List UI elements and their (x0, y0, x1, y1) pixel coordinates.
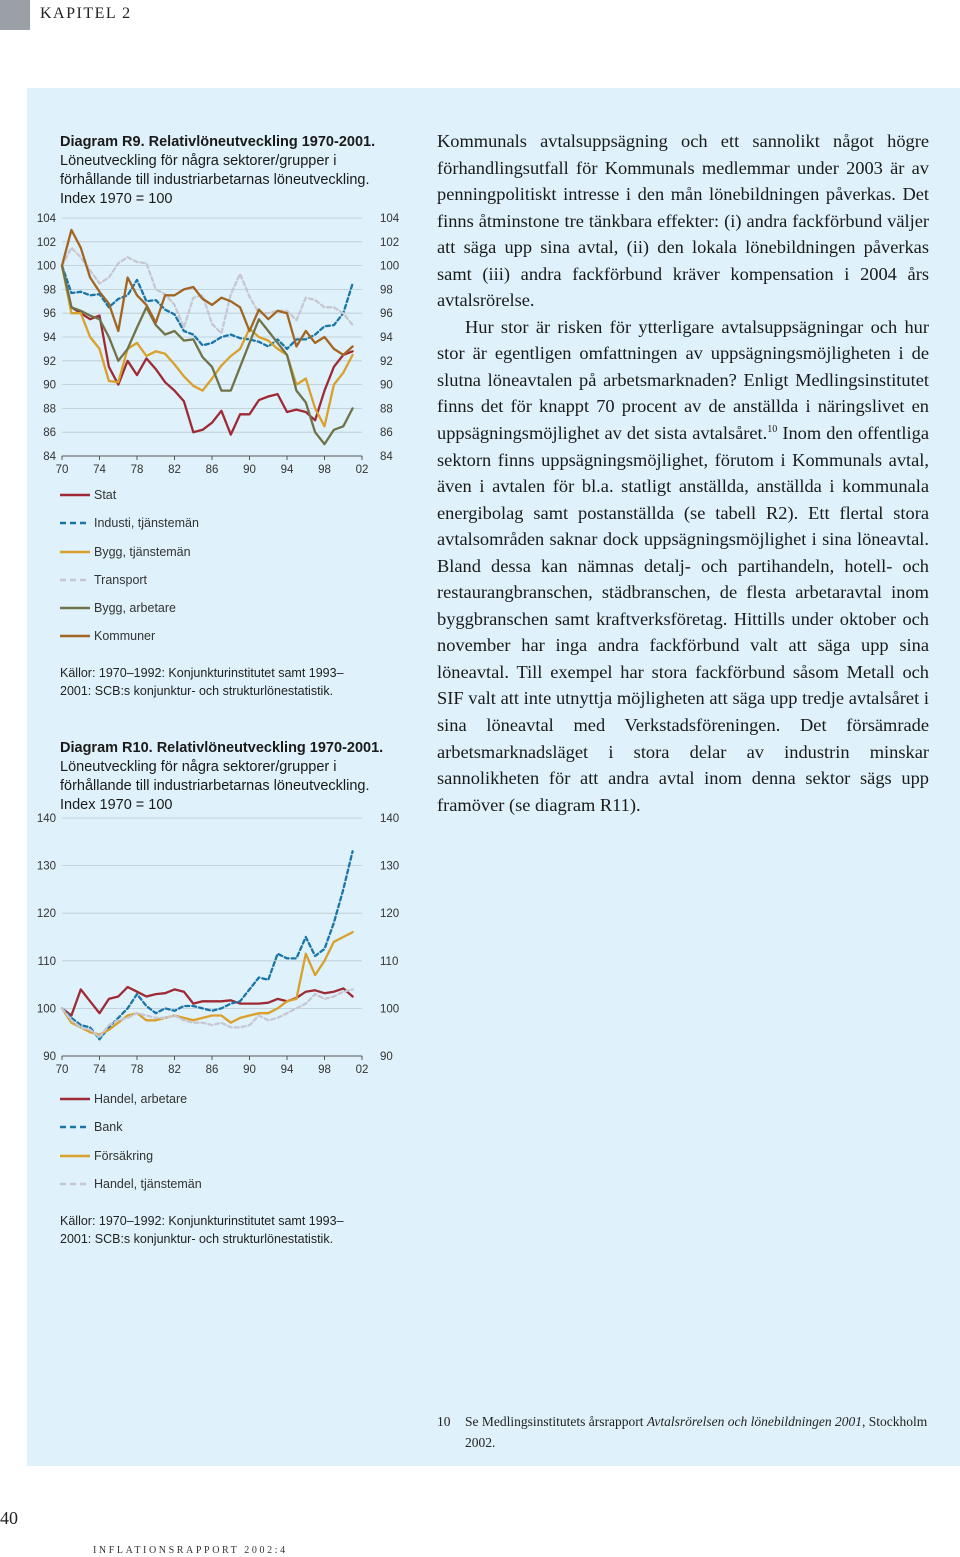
body-paragraph-2-part-2: Inom den offentliga sektorn finns uppsägningsmöjlighet, förutom i Kommunals avtal, även i avtalen för bl.a. statligt anställda, anställda i kommunala energibolag samt postanställda (se tabell R2). Ett flertal stora avtalsområden saknar dock uppsägningsmöjlighet i sina löneavtal. Bland dessa kan nämnas detalj- och partihandeln, hotell- och restaurangbranschen, städbranschen, de flesta arbetaravtal inom byggbranschen samt kraftverksföretag. Hittills under oktober och november har inga andra fackförbund valt att säga upp sina löneavtal. Till exempel har stora fackförbund såsom Metall och SIF valt att inte utnyttja möjligheten att säga upp tredje avtalsåret i sina löneavtal med Verkstadsföreningen. Det försämrade arbetsmarknadsläget i stora delar av industrin minskar sannolikheten för att andra avtal inom denna sektor sägs upp framöver (se diagram R11). (437, 423, 929, 815)
y-tick-label-left: 86 (43, 427, 56, 440)
legend-label: Bygg, arbetare (94, 601, 176, 616)
diagram-r10-title-line: Löneutveckling för några sektorer/grupper i (60, 759, 337, 775)
y-tick-label-left: 110 (37, 955, 56, 968)
footnote-text-suffix: , Stockholm (861, 1414, 928, 1429)
legend-swatch (60, 545, 90, 559)
y-tick-label-left: 98 (43, 284, 56, 297)
y-tick-label-right: 86 (380, 427, 393, 440)
x-tick-label: 90 (243, 1064, 256, 1076)
legend-label: Handel, arbetare (94, 1092, 188, 1106)
footnote-reference: 10 (767, 423, 778, 435)
diagram-r9-source (60, 664, 344, 700)
legend-swatch (60, 1149, 90, 1163)
x-tick-label: 70 (55, 1064, 69, 1076)
series-line-transport (62, 248, 353, 334)
legend-swatch (60, 1177, 90, 1191)
legend-label: Kommuner (94, 629, 156, 644)
x-tick-label: 02 (355, 464, 369, 476)
y-tick-label-left: 96 (43, 308, 56, 321)
y-tick-label-left: 90 (43, 379, 56, 392)
diagram-r9-title-line: förhållande till industriarbetarnas löneutveckling. (60, 172, 370, 188)
y-tick-label-left: 102 (36, 236, 56, 249)
diagram-r10-source-line: 2001: SCB:s konjunktur- och strukturlönestatistik. (60, 1232, 334, 1246)
y-tick-label-left: 84 (43, 451, 56, 463)
x-tick-label: 98 (318, 464, 331, 476)
y-tick-label-left: 92 (43, 355, 56, 368)
x-tick-label: 82 (168, 1064, 181, 1076)
chapter-marker (0, 0, 30, 30)
legend-swatch (60, 1120, 90, 1134)
legend-swatch (60, 629, 90, 643)
diagram-r9-title-line: Index 1970 = 100 (60, 191, 173, 207)
legend-swatch (60, 488, 90, 502)
legend-label: Försäkring (94, 1148, 154, 1163)
y-tick-label-left: 90 (43, 1051, 56, 1063)
body-paragraph-2-part-1: Hur stor är risken för ytterligare avtalsuppsägningar och hur stor är egentligen omfattningen av uppsägningsmöjligheten i de slutna löneavtalen på arbetsmarknaden? Enligt Medlingsinstitutet finns det för knappt 70 procent av de anställda i näringslivet en uppsägningsmöjlighet av det sista avtalsåret. (437, 316, 929, 444)
legend-label: Bygg, tjänstemän (94, 544, 191, 559)
diagram-r9-source-line: 2001: SCB:s konjunktur- och strukturlönestatistik. (60, 684, 334, 698)
y-tick-label-right: 84 (380, 451, 393, 463)
x-tick-label: 74 (93, 464, 106, 476)
y-tick-label-left: 100 (36, 260, 56, 273)
legend-swatch (60, 601, 90, 615)
y-tick-label-right: 110 (380, 955, 399, 968)
x-tick-label: 74 (93, 1064, 106, 1076)
footnote-text-line2: 2002. (465, 1435, 496, 1450)
y-tick-label-right: 100 (380, 260, 400, 273)
legend-label: Stat (94, 488, 117, 502)
y-tick-label-left: 100 (36, 1003, 56, 1016)
legend-swatch (60, 573, 90, 587)
footnote-number: 10 (437, 1414, 451, 1429)
chapter-title: KAPITEL 2 (40, 5, 132, 22)
gridlines (62, 818, 362, 1056)
legend-label: Industi, tjänstemän (94, 516, 199, 531)
legend-label: Handel, tjänstemän (94, 1176, 202, 1191)
diagram-r9-title (60, 133, 375, 209)
x-tick-label: 94 (280, 1064, 294, 1076)
x-tick-label: 86 (205, 1064, 219, 1076)
series-line-handel-tjänstemän (62, 989, 353, 1037)
diagram-r9-source-line: Källor: 1970–1992: Konjunkturinstitutet samt 1993– (60, 666, 344, 680)
diagram-r9-chart (20, 205, 410, 480)
diagram-r9-title-line: Löneutveckling för några sektorer/grupper i (60, 153, 337, 169)
y-tick-label-right: 104 (380, 213, 400, 225)
y-tick-label-right: 130 (380, 860, 400, 873)
footnote-text-italic: Avtalsrörelsen och lönebildningen 2001 (646, 1414, 862, 1429)
y-tick-label-left: 140 (36, 813, 56, 825)
footnote-text (465, 1411, 927, 1432)
diagram-r10-chart (20, 805, 410, 1080)
series-line-försäkring (62, 932, 353, 1034)
diagram-r10-title (60, 739, 383, 815)
x-tick-label: 82 (168, 464, 181, 476)
diagram-r9-title-line: Diagram R9. Relativlöneutveckling 1970-2001. (60, 134, 376, 150)
y-tick-label-right: 90 (380, 379, 393, 392)
diagram-r10-source (60, 1212, 344, 1248)
y-tick-label-right: 96 (380, 308, 393, 321)
publication-name: INFLATIONSRAPPORT 2002:4 (93, 1545, 288, 1556)
y-tick-label-right: 90 (380, 1051, 393, 1063)
x-tick-label: 90 (243, 464, 256, 476)
x-tick-label: 94 (280, 464, 294, 476)
y-tick-label-right: 102 (380, 236, 400, 249)
y-tick-label-left: 130 (36, 860, 56, 873)
diagram-r10-title-line: Index 1970 = 100 (60, 797, 173, 813)
x-tick-label: 70 (55, 464, 69, 476)
series-line-bank (62, 851, 353, 1039)
diagram-r10-title-line: förhållande till industriarbetarnas löneutveckling. (60, 778, 370, 794)
x-tick-label: 78 (130, 1064, 144, 1076)
y-tick-label-right: 140 (380, 813, 400, 825)
diagram-r10-title-line: Diagram R10. Relativlöneutveckling 1970-2001. (60, 740, 384, 756)
x-tick-label: 86 (205, 464, 219, 476)
body-paragraph-2 (437, 314, 929, 818)
body-text (437, 128, 929, 818)
legend-swatch (60, 1092, 90, 1106)
y-tick-label-right: 94 (380, 332, 393, 344)
y-tick-label-right: 98 (380, 284, 393, 297)
y-tick-label-right: 88 (380, 403, 393, 416)
y-tick-label-right: 100 (380, 1003, 400, 1016)
x-tick-label: 78 (130, 464, 144, 476)
gridlines (62, 218, 362, 456)
x-tick-label: 98 (318, 1064, 331, 1076)
x-tick-label: 02 (355, 1064, 369, 1076)
series-line-kommuner (62, 230, 353, 355)
y-tick-label-left: 88 (43, 403, 56, 416)
legend-label: Bank (94, 1120, 123, 1135)
legend-label: Transport (94, 572, 148, 587)
y-tick-label-left: 94 (43, 332, 56, 344)
y-tick-label-right: 120 (380, 908, 400, 921)
legend-swatch (60, 516, 90, 530)
page-number: 40 (0, 1508, 18, 1528)
body-paragraph-1: Kommunals avtalsuppsägning och ett sannolikt något högre förhandlingsutfall för Kommunals medlemmar under 2003 är av penningpolitiskt intresse i den mån lönebildningen påverkas. Det finns åtminstone tre tänkbara effekter: (i) andra fackförbund väljer att säga upp sina avtal, (ii) den lokala lönebildningen påverkas samt (iii) andra fackförbund kräver kompensation i 2004 års avtalsrörelse. (437, 131, 929, 311)
diagram-r10-source-line: Källor: 1970–1992: Konjunkturinstitutet samt 1993– (60, 1214, 344, 1228)
y-tick-label-left: 120 (36, 908, 56, 921)
footnote-text-prefix: Se Medlingsinstitutets årsrapport (465, 1414, 647, 1429)
y-tick-label-right: 92 (380, 355, 393, 368)
y-tick-label-left: 104 (36, 213, 56, 225)
